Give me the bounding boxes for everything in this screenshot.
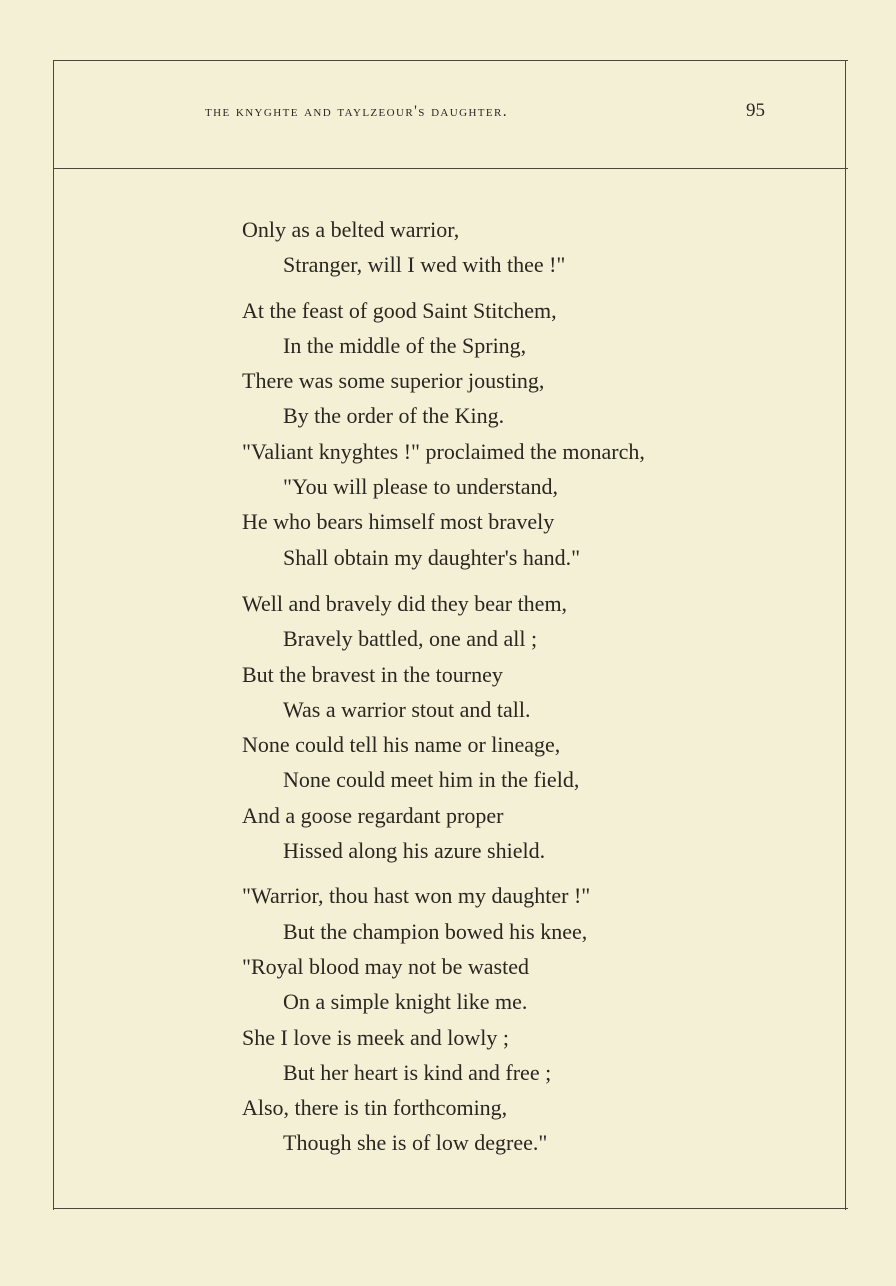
poem-line: "You will please to understand, bbox=[283, 474, 558, 500]
stanza-1 bbox=[242, 212, 802, 283]
poem-line: "Valiant knyghtes !" proclaimed the monarch, bbox=[242, 438, 645, 464]
poem-line: "Warrior, thou hast won my daughter !" bbox=[242, 883, 591, 909]
poem-line: By the order of the King. bbox=[283, 403, 505, 429]
stanza-4 bbox=[242, 878, 802, 1160]
running-title: the knyghte and taylzeour's daughter. bbox=[205, 103, 509, 120]
poem-line: But the bravest in the tourney bbox=[242, 661, 503, 687]
poem-line: On a simple knight like me. bbox=[283, 989, 528, 1015]
poem-line: He who bears himself most bravely bbox=[242, 509, 555, 535]
poem-body bbox=[242, 212, 802, 1161]
running-head bbox=[205, 100, 765, 128]
poem-line: None could tell his name or lineage, bbox=[242, 732, 561, 758]
poem-line: In the middle of the Spring, bbox=[283, 332, 527, 358]
poem-line: At the feast of good Saint Stitchem, bbox=[242, 297, 557, 323]
poem-line: None could meet him in the field, bbox=[283, 767, 580, 793]
poem-line: Shall obtain my daughter's hand." bbox=[283, 544, 581, 570]
bottom-rule bbox=[53, 1208, 848, 1209]
poem-line: But the champion bowed his knee, bbox=[283, 918, 588, 944]
poem-line: Only as a belted warrior, bbox=[242, 217, 460, 242]
top-rule bbox=[53, 60, 848, 61]
poem-line: But her heart is kind and free ; bbox=[283, 1059, 552, 1085]
stanza-2 bbox=[242, 293, 802, 575]
poem-line: Well and bravely did they bear them, bbox=[242, 590, 568, 616]
poem-line: Hissed along his azure shield. bbox=[283, 838, 546, 864]
page-number: 95 bbox=[746, 100, 765, 121]
poem-line: There was some superior jousting, bbox=[242, 368, 545, 394]
poem-line: Bravely battled, one and all ; bbox=[283, 626, 538, 652]
poem-line: Stranger, will I wed with thee !" bbox=[283, 252, 566, 278]
poem-line: Also, there is tin forthcoming, bbox=[242, 1095, 508, 1121]
stanza-3 bbox=[242, 586, 802, 868]
poem-line: And a goose regardant proper bbox=[242, 802, 504, 828]
poem-line: "Royal blood may not be wasted bbox=[242, 953, 529, 979]
poem-line: Was a warrior stout and tall. bbox=[283, 696, 531, 722]
header-rule bbox=[53, 168, 848, 169]
poem-line: Though she is of low degree." bbox=[283, 1130, 548, 1156]
poem-line: She I love is meek and lowly ; bbox=[242, 1024, 510, 1050]
